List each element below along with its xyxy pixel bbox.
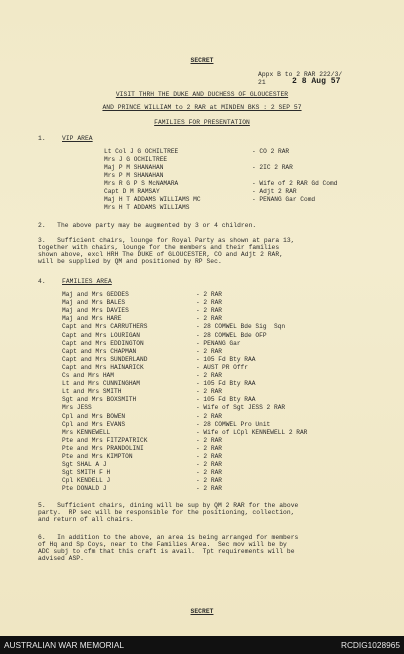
- paragraph-2: 2. The above party may be augmented by 3 or 4 children.: [38, 222, 257, 229]
- family-name: Pte and Mrs PRANDOLINI: [62, 444, 144, 452]
- paragraph-6-line: ADC subj to cfm that this craft is avail. Tpt requirements will be: [38, 548, 295, 555]
- classification-header: SECRET: [190, 57, 214, 64]
- section-4-heading: FAMILIES AREA: [62, 278, 112, 285]
- family-unit: - PENANG Gar: [196, 339, 241, 347]
- family-unit: - 2 RAR: [196, 372, 222, 379]
- family-name: Capt and Mrs EDDINGTON: [62, 339, 144, 347]
- family-name: Cpl and Mrs BOWEN: [62, 412, 126, 420]
- family-name: Maj and Mrs GEDDES: [62, 291, 129, 298]
- archive-footer-bar: [0, 636, 404, 654]
- section-4-number: 4.: [38, 278, 46, 285]
- family-name: Pte and Mrs KIMPTON: [62, 453, 133, 460]
- family-unit: - 2 RAR: [196, 469, 222, 477]
- family-unit: - 2 RAR: [196, 461, 222, 469]
- paragraph-5-line: and return of all chairs.: [38, 516, 134, 523]
- family-name: Capt and Mrs CARRUTHERS: [62, 323, 148, 331]
- family-name: Maj and Mrs BALES: [62, 299, 126, 307]
- title-line-3: FAMILIES FOR PRESENTATION: [154, 119, 250, 126]
- reference-line-1: Appx B to 2 RAR 222/3/: [258, 71, 343, 78]
- vip-name: Mrs J G OCHILTREE: [104, 156, 168, 163]
- vip-name: Mrs R G P S McNAMARA: [104, 180, 179, 187]
- paragraph-3-line: 3. Sufficient chairs, lounge for Royal Party as shown at para 13,: [38, 237, 295, 244]
- family-unit: - 2 RAR: [196, 388, 222, 396]
- family-unit: - 2 RAR: [196, 412, 222, 420]
- family-name: Capt and Mrs HAINARICK: [62, 363, 144, 371]
- family-unit: - 28 COMWEL Bde Sig Sqn: [196, 323, 286, 331]
- family-name: Lt and Mrs CUNNINGHAM: [62, 380, 140, 388]
- vip-role: - Adjt 2 RAR: [252, 188, 297, 195]
- paragraph-5-line: party. RP sec will be responsible for the positioning, collection,: [38, 509, 295, 516]
- vip-name: Mrs H T ADDAMS WILLIAMS: [104, 204, 190, 211]
- family-name: Pte and Mrs FITZPATRICK: [62, 436, 148, 444]
- vip-role: - Wife of 2 RAR Gd Comd: [252, 180, 338, 187]
- paragraph-6-line: advised ASP.: [38, 555, 84, 562]
- family-unit: - 2 RAR: [196, 315, 222, 323]
- family-unit: - 105 Fd Bty RAA: [196, 380, 256, 388]
- section-1-heading: VIP AREA: [62, 135, 93, 142]
- title-line-2: AND PRINCE WILLIAM to 2 RAR at MINDEN BKS : 2 SEP 57: [102, 104, 302, 111]
- family-name: Sgt and Mrs BOXSMITH: [62, 396, 137, 404]
- family-name: Mrs KENNEWELL: [62, 428, 111, 436]
- paragraph-3-line: will be supplied by QM and positioned by RP Sec.: [38, 258, 222, 265]
- family-unit: - 105 Fd Bty RAA: [196, 355, 256, 363]
- title-line-1: VISIT THRH THE DUKE AND DUCHESS OF GLOUCESTER: [115, 91, 289, 98]
- family-name: Lt and Mrs SMITH: [62, 388, 122, 396]
- family-unit: - 2 RAR: [196, 436, 222, 444]
- reference-line-2: 21: [258, 79, 266, 86]
- family-unit: - Wife of Sgt JESS 2 RAR: [196, 404, 286, 412]
- family-unit: - 2 RAR: [196, 347, 222, 355]
- family-unit: - AUST PR Offr: [196, 363, 248, 371]
- section-1-number: 1.: [38, 135, 46, 142]
- family-unit: - 2 RAR: [196, 477, 222, 485]
- paragraph-3-line: together with chairs, lounge for the members and their families: [38, 244, 280, 251]
- family-name: Mrs JESS: [62, 404, 92, 412]
- family-name: Capt and Mrs SUNDERLAND: [62, 355, 148, 363]
- vip-role: - 2IC 2 RAR: [252, 164, 293, 171]
- classification-footer: SECRET: [190, 608, 214, 615]
- family-unit: - 2 RAR: [196, 453, 222, 460]
- family-unit: - 2 RAR: [196, 444, 222, 452]
- paragraph-5-line: 5. Sufficient chairs, dining will be sup by QM 2 RAR for the above: [38, 502, 299, 509]
- date-stamp: 2 8 Aug 57: [292, 77, 341, 86]
- archive-name: AUSTRALIAN WAR MEMORIAL: [4, 640, 125, 650]
- vip-role: - PENANG Gar Comd: [252, 196, 316, 203]
- paragraph-6-line: 6. In addition to the above, an area is being arranged for members: [38, 534, 299, 541]
- family-name: Capt and Mrs LOURIGAN: [62, 331, 140, 339]
- family-unit: - 28 COMWEL Pro Unit: [196, 420, 271, 428]
- vip-name: Maj H T ADDAMS WILLIAMS MC: [104, 196, 201, 203]
- family-name: Sgt SMITH F H: [62, 469, 111, 477]
- paragraph-6-line: of Hq and Sp Coys, near to the Families Area. Sec mov will be by: [38, 541, 287, 548]
- vip-name: Lt Col J G OCHILTREE: [104, 148, 179, 155]
- family-name: Maj and Mrs DAVIES: [62, 307, 129, 315]
- vip-name: Maj P M SHANAHAN: [104, 164, 164, 171]
- family-unit: - 2 RAR: [196, 299, 222, 307]
- family-name: Pte DONALD J: [62, 485, 107, 493]
- family-name: Cpl and Mrs EVANS: [62, 420, 126, 428]
- vip-name: Capt D M RAMSAY: [104, 188, 160, 195]
- family-unit: - 28 COMWEL Bde OFP: [196, 331, 267, 339]
- family-unit: - Wife of LCpl KENNEWELL 2 RAR: [196, 428, 308, 436]
- family-unit: - 105 Fd Bty RAA: [196, 396, 256, 404]
- paragraph-3-line: shown above, excl HRH The DUKE of GLOUCESTER, CO and Adjt 2 RAR,: [38, 251, 284, 258]
- vip-role: - CO 2 RAR: [252, 148, 290, 155]
- family-name: Cpl KENDELL J: [62, 477, 111, 485]
- family-name: Capt and Mrs CHAPMAN: [62, 347, 137, 355]
- family-unit: - 2 RAR: [196, 291, 222, 298]
- archive-record-id: RCDIG1028965: [340, 640, 400, 650]
- family-unit: - 2 RAR: [196, 485, 222, 493]
- family-unit: - 2 RAR: [196, 307, 222, 315]
- family-name: Sgt SHAL A J: [62, 461, 107, 469]
- vip-name: Mrs P M SHANAHAN: [104, 172, 164, 179]
- family-name: Cs and Mrs HAM: [62, 372, 114, 379]
- family-name: Maj and Mrs HARE: [62, 315, 122, 323]
